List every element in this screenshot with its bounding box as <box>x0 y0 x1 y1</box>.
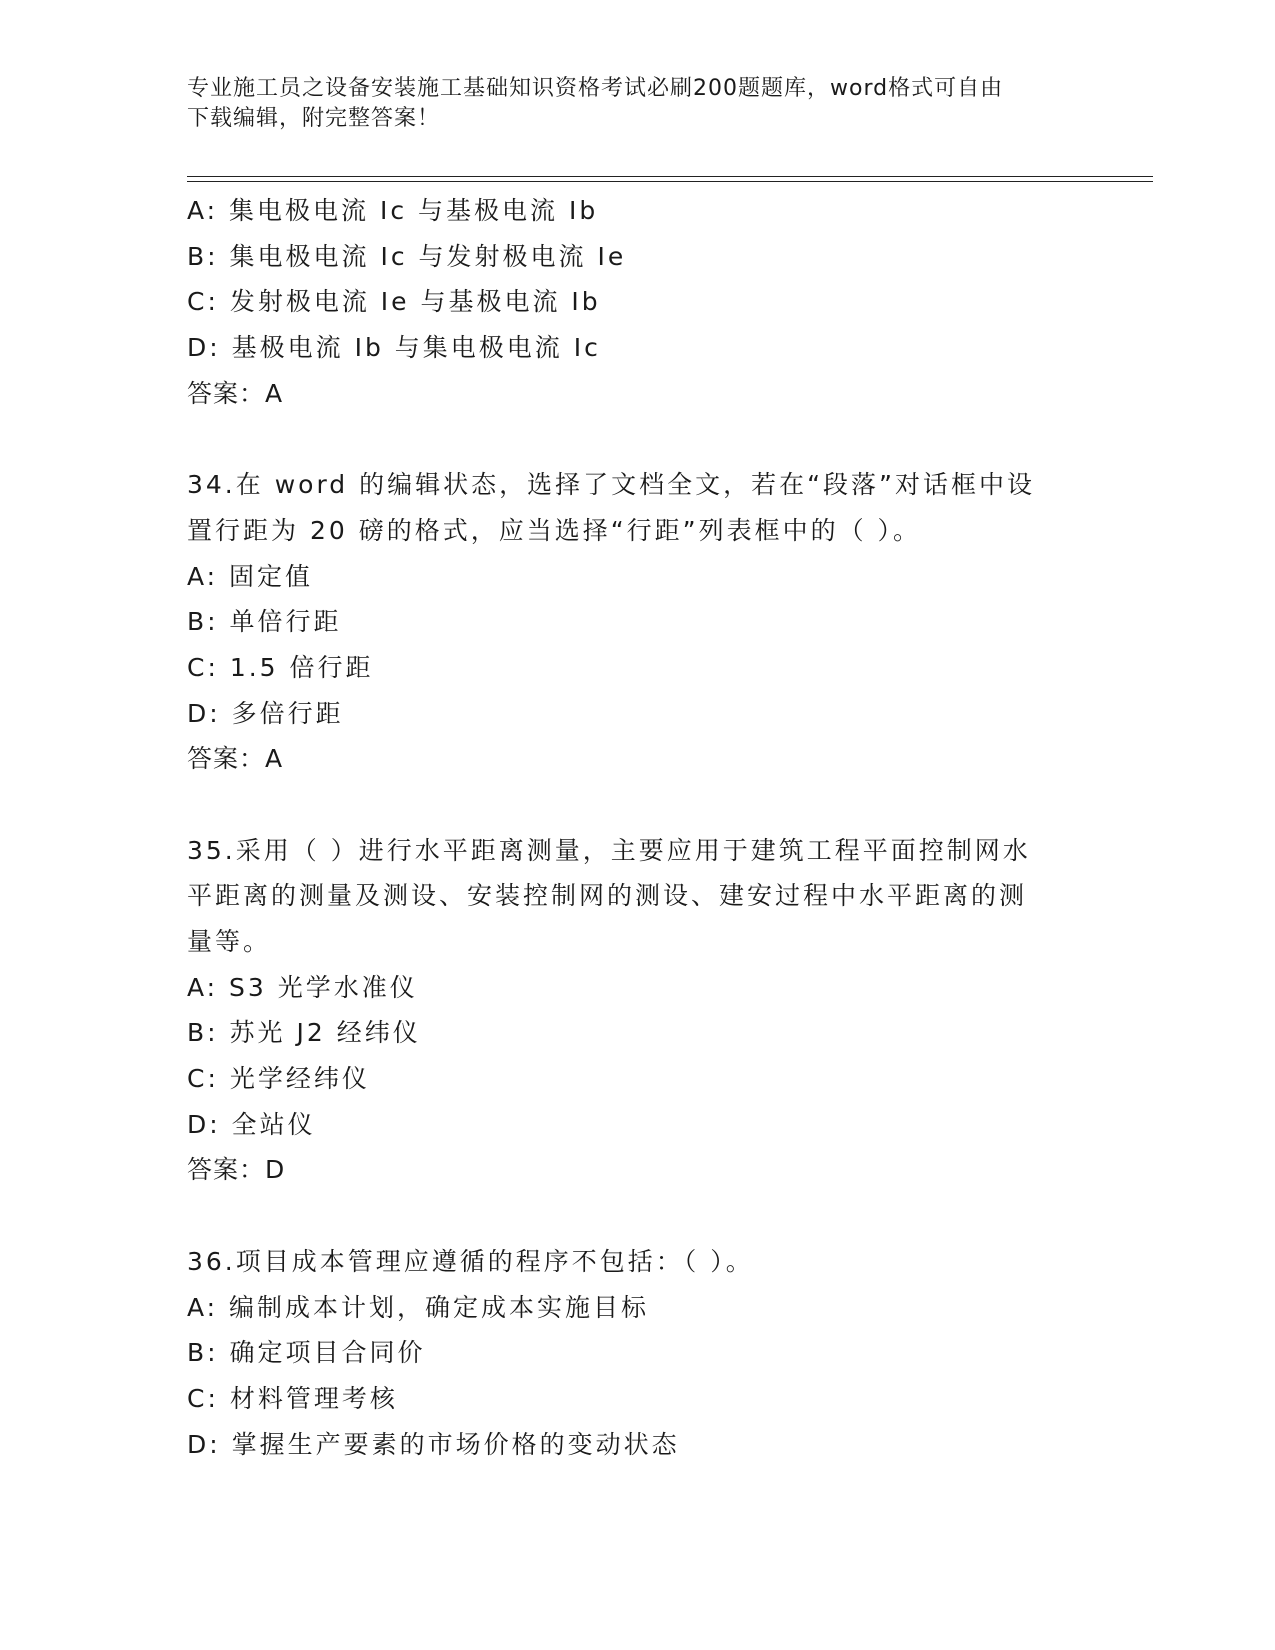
option-a: A: 集电极电流 Ic 与基极电流 Ib <box>187 196 599 225</box>
answer-line: 答案：D <box>187 1155 286 1185</box>
answer-line: 答案：A <box>187 378 284 408</box>
spacer <box>187 416 1087 462</box>
page-header <box>187 74 1067 134</box>
question-block-34 <box>187 462 1087 782</box>
question-list <box>187 188 1087 1467</box>
option-c: C: 光学经纬仪 <box>187 1064 370 1094</box>
question-text-line-1: 34.在 word 的编辑状态，选择了文档全文，若在“段落”对话框中设 <box>187 470 1036 500</box>
option-b: B: 苏光 J2 经纬仪 <box>187 1018 421 1048</box>
answer-line: 答案：A <box>187 744 284 774</box>
question-text-line-2: 平距离的测量及测设、安装控制网的测设、建安过程中水平距离的测 <box>187 881 1028 911</box>
option-d: D: 多倍行距 <box>187 698 344 728</box>
header-divider-top <box>187 176 1153 177</box>
header-line-1: 专业施工员之设备安装施工基础知识资格考试必刷200题题库，word格式可自由 <box>187 76 1004 101</box>
option-a: A: S3 光学水准仪 <box>187 972 418 1002</box>
option-c: C: 1.5 倍行距 <box>187 652 374 682</box>
question-text-line-3: 量等。 <box>187 927 272 956</box>
option-b: B: 单倍行距 <box>187 607 342 637</box>
option-d: D: 基极电流 Ib 与集电极电流 Ic <box>187 333 601 363</box>
option-b: B: 确定项目合同价 <box>187 1338 426 1368</box>
header-line-2: 下载编辑，附完整答案！ <box>187 106 441 131</box>
option-c: C: 发射极电流 Ie 与基极电流 Ib <box>187 287 601 317</box>
question-text-line-2: 置行距为 20 磅的格式，应当选择“行距”列表框中的（ ）。 <box>187 515 922 545</box>
question-text-line-1: 35.采用（ ）进行水平距离测量，主要应用于建筑工程平面控制网水 <box>187 835 1031 865</box>
question-block-35 <box>187 828 1087 1194</box>
option-a: A: 编制成本计划，确定成本实施目标 <box>187 1292 650 1322</box>
option-d: D: 掌握生产要素的市场价格的变动状态 <box>187 1429 680 1459</box>
question-block-36 <box>187 1239 1087 1467</box>
header-divider-bottom <box>187 181 1153 182</box>
option-b: B: 集电极电流 Ic 与发射极电流 Ie <box>187 241 627 271</box>
spacer <box>187 1193 1087 1239</box>
question-text-line-1: 36.项目成本管理应遵循的程序不包括：（ ）。 <box>187 1246 754 1276</box>
question-block-33 <box>187 188 1087 416</box>
option-d: D: 全站仪 <box>187 1109 316 1139</box>
spacer <box>187 782 1087 828</box>
option-c: C: 材料管理考核 <box>187 1383 398 1413</box>
option-a: A: 固定值 <box>187 561 314 591</box>
